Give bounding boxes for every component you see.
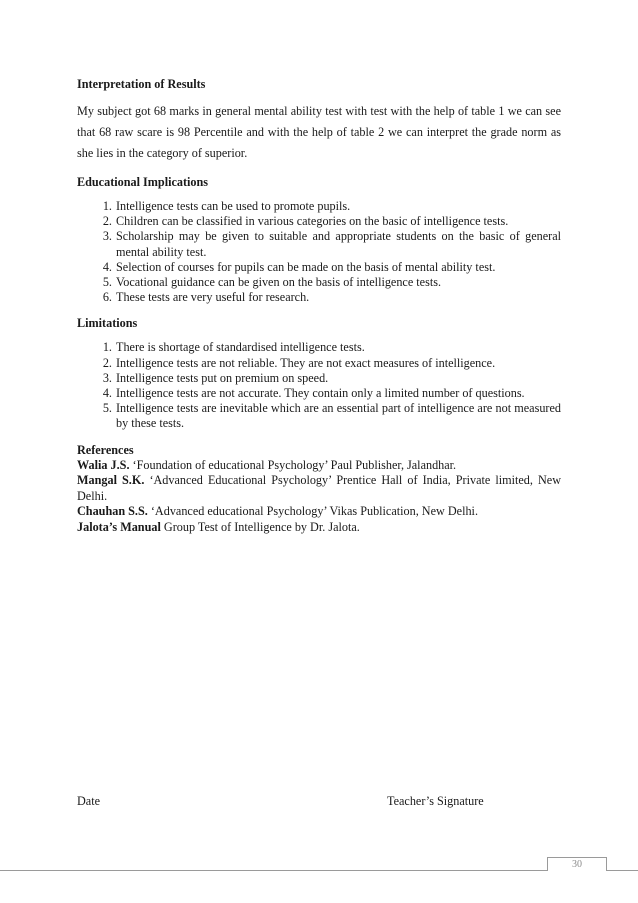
interpretation-heading: Interpretation of Results: [77, 77, 206, 91]
list-item: 2. Intelligence tests are not reliable. They are not exact measures of intelligence.: [115, 356, 561, 371]
interpretation-paragraph: My subject got 68 marks in general mental ability test with test with the help of table 1 we can see that 68 raw scare is 98 Percentile and with the help of table 2 we can interpret the grade norm as she lies in the category of superior.: [77, 104, 561, 160]
footer-divider: [0, 870, 638, 871]
signature-row: [77, 794, 561, 810]
list-item: 6. These tests are very useful for research.: [115, 290, 561, 305]
list-item: 3. Intelligence tests put on premium on speed.: [115, 371, 561, 386]
limitations-heading: Limitations: [77, 316, 138, 331]
reference-author: Chauhan S.S.: [77, 504, 148, 519]
date-label: Date: [77, 794, 101, 808]
implications-list: [77, 199, 561, 305]
implications-heading: Educational Implications: [77, 175, 209, 189]
reference-item: [77, 473, 561, 504]
reference-author: Jalota’s Manual: [77, 519, 161, 534]
references-list: [77, 458, 561, 536]
reference-item: [77, 458, 561, 474]
reference-author: Walia J.S.: [77, 457, 130, 472]
references-heading: References: [77, 442, 134, 457]
teacher-signature-label: Teacher’s Signature: [387, 794, 484, 808]
list-item: 3. Scholarship may be given to suitable and appropriate students on the basic of general mental ability test.: [115, 229, 561, 259]
reference-title: Group Test of Intelligence by Dr. Jalota.: [160, 519, 360, 534]
list-item: 1. There is shortage of standardised intelligence tests.: [115, 340, 561, 355]
reference-title: ‘Foundation of educational Psychology’ Paul Publisher, Jalandhar.: [129, 457, 457, 472]
list-item: 4. Intelligence tests are not accurate. They contain only a limited number of questions.: [115, 386, 561, 401]
list-item: 4. Selection of courses for pupils can be made on the basis of mental ability test.: [115, 260, 561, 275]
list-item: 5. Intelligence tests are inevitable which are an essential part of intelligence are not measured by these tests.: [115, 401, 561, 431]
reference-title: ‘Advanced educational Psychology’ Vikas Publication, New Delhi.: [147, 504, 478, 519]
reference-author: Mangal S.K.: [77, 473, 145, 488]
reference-title: ‘Advanced Educational Psychology’ Prentice Hall of India, Private limited, New Delhi.: [77, 473, 561, 503]
list-item: 1. Intelligence tests can be used to promote pupils.: [115, 199, 561, 214]
limitations-list: [77, 340, 561, 431]
page-content: [77, 76, 561, 535]
list-item: 5. Vocational guidance can be given on the basis of intelligence tests.: [115, 275, 561, 290]
reference-item: [77, 520, 561, 536]
page-number: 30: [547, 857, 607, 871]
reference-item: [77, 504, 561, 520]
list-item: 2. Children can be classified in various categories on the basic of intelligence tests.: [115, 214, 561, 229]
